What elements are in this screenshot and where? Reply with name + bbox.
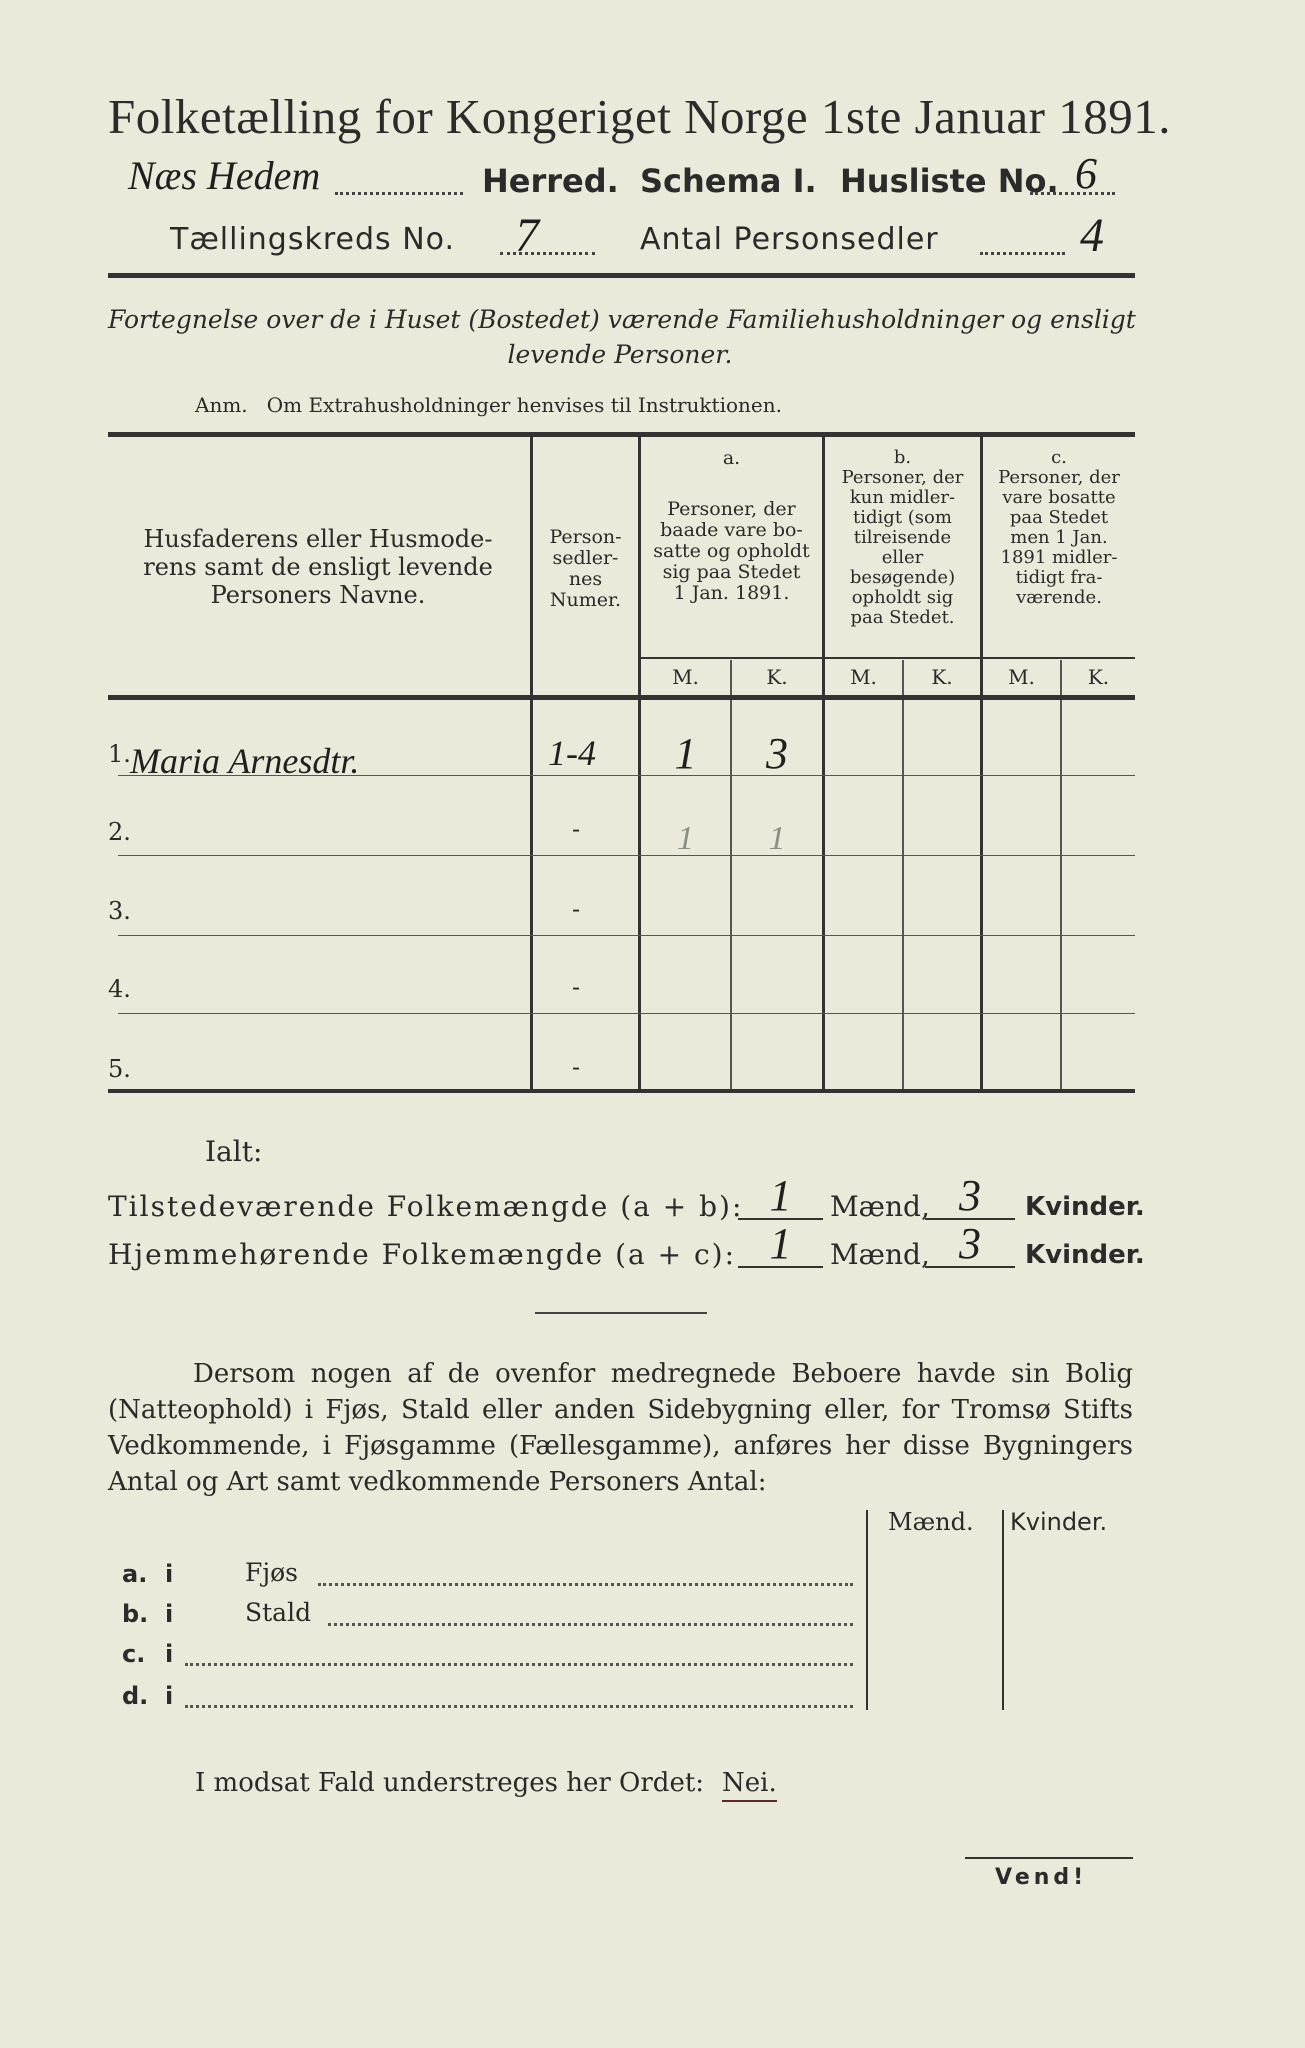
header-rule [108,273,1135,278]
ialt-label: Ialt: [205,1135,263,1168]
c-m-label: M. [1008,665,1035,689]
total-line2-k: 3 [959,1219,981,1268]
buildings-vline-2 [1002,1510,1004,1710]
buildings-kvinder-header: Kvinder. [1010,1508,1108,1536]
table-header-bottom-rule [108,695,1135,700]
col-header-name-line: Husfaderens eller Husmode- [143,525,493,553]
intro-line2: levende Personer. [507,340,733,369]
total-line2-label: Hjemmehørende Folkemængde (a + c): [108,1238,736,1271]
row-1-name: Maria Arnesdtr. [130,741,360,781]
modsat-text: I modsat Fald understreges her Ordet: [195,1768,705,1798]
total-line1-m: 1 [769,1171,792,1220]
row-1-num: 1. [108,740,131,768]
col-header-b-letter: b. [893,447,912,468]
col-header-name-line: Personers Navne. [210,581,426,609]
total-line2-kvinder: Kvinder. [1025,1240,1145,1270]
building-d-letter: d. [122,1682,149,1710]
row-4-num: 4. [108,975,131,1003]
col-header-b-line: besøgende) [849,567,956,588]
col-header-name [108,525,528,609]
row-2-numer: - [572,815,581,843]
row-5-num: 5. [108,1055,131,1083]
col-header-c [983,448,1135,608]
col-header-b-line: tidigt (som [853,507,952,528]
col-header-a-letter: a. [722,447,741,469]
mk-top-line [638,657,1135,659]
row-line-2 [118,855,1135,856]
col-header-b-line: tilreisende [853,527,952,548]
col-header-a [641,448,822,604]
col-header-c-line: Personer, der [998,467,1120,488]
herred-label: Herred. [482,162,619,200]
form-title: Folketælling for Kongeriget Norge 1ste Januar 1891. [108,89,1171,144]
building-a-dots [318,1583,853,1586]
row-line-4 [118,1013,1135,1014]
col-header-a-line: Personer, der [667,498,796,520]
col-header-a-line: 1 Jan. 1891. [673,582,790,604]
buildings-vline-1 [866,1510,868,1710]
a-m-label: M. [672,665,699,689]
buildings-paragraph: Dersom nogen af de ovenfor medregnede Beboere havde sin Bolig (Natteophold) i Fjøs, Stald eller anden Sidebygning eller, for Tromsø Stifts Vedkommende, i Fjøsgamme (Fællesgamme), anføres her disse Bygningers Antal og Art samt vedkommende Personers Antal: [108,1359,1133,1497]
row-3-numer: - [572,895,581,923]
table-bottom-rule [108,1089,1135,1093]
b-m-label: M. [850,665,877,689]
husliste-dotline [1030,192,1115,195]
total-line1-label: Tilstedeværende Folkemængde (a + b): [108,1190,744,1223]
col-header-b [825,448,980,628]
building-d-dots [185,1705,853,1708]
b-mk-divider [902,660,904,1090]
personsedler-label: Antal Personsedler [640,222,939,257]
a-k-label: K. [766,665,788,689]
col-header-b-line: opholdt sig [851,587,954,608]
row-3-num: 3. [108,897,131,925]
building-c-i: i [165,1640,174,1668]
col-header-b-line: Personer, der [841,467,964,488]
building-c-dots [185,1663,853,1666]
building-b-label: Stald [245,1598,312,1627]
row-5-numer: - [572,1053,581,1081]
husliste-label: Husliste No. [840,162,1059,200]
section-divider [535,1312,707,1314]
schema-label: Schema I. [640,162,817,200]
building-a-i: i [165,1560,174,1588]
col-header-a-line: satte og opholdt [653,540,810,562]
col-header-name-line [108,553,528,581]
building-b-dots [328,1623,853,1626]
col-header-b-line: eller [881,547,924,568]
row-2-extra-m: 1 [677,820,694,857]
col-header-c-line: værende. [1016,587,1102,608]
col-header-a-line: sig paa Stedet [662,561,801,583]
col-header-num-line: nes [568,568,603,590]
col-header-c-line: men 1 Jan. [1010,527,1108,548]
building-b-i: i [165,1600,174,1628]
row-2-extra-k: 1 [768,820,786,857]
herred-value: Næs Hedem [128,153,321,198]
row-line-3 [118,935,1135,936]
row-2-num: 2. [108,818,131,846]
row-4-numer: - [572,973,581,1001]
col-header-c-line: 1891 midler- [1000,547,1118,568]
b-k-label: K. [931,665,953,689]
kreds-value: 7 [515,209,539,262]
building-a-label: Fjøs [245,1558,298,1587]
col-header-name-text: rens samt de ensligt levende [143,553,493,581]
col-header-c-line: vare bosatte [1002,487,1116,508]
total-line1-maend: Mænd, [830,1190,930,1223]
building-b-letter: b. [122,1600,149,1628]
col-header-c-letter: c. [1051,447,1067,468]
col-header-b-line: paa Stedet. [850,607,955,628]
row-1-numer: 1-4 [548,733,596,773]
building-a-letter: a. [122,1560,148,1588]
total-line2-m: 1 [769,1219,792,1268]
col-header-num-line: Person- [549,526,622,548]
col-header-c-line: tidigt fra- [1015,567,1103,588]
anm-note: Anm. Om Extrahusholdninger henvises til Instruktionen. [195,393,782,417]
total-line2-maend: Mænd, [830,1238,930,1271]
herred-dotline [335,192,463,195]
col-header-num-line: Numer. [549,589,622,611]
husliste-value: 6 [1075,149,1097,198]
col-header-num [533,527,638,611]
total-line1-k: 3 [959,1171,981,1220]
col-header-num-line: sedler- [552,547,619,569]
vend-rule [965,1857,1133,1859]
building-c-letter: c. [122,1640,146,1668]
intro-line1: Fortegnelse over de i Huset (Bostedet) værende Familiehusholdninger og ensligt [108,305,1136,334]
col-header-a-line: baade vare bo- [660,519,803,541]
a-mk-divider [730,660,732,1090]
c-k-label: K. [1087,665,1110,689]
col-header-b-line: kun midler- [849,487,956,508]
buildings-maend-header: Mænd. [888,1508,974,1536]
total-line1-kvinder: Kvinder. [1025,1192,1145,1222]
row-1-a-m: 1 [674,729,697,778]
c-mk-divider [1060,660,1062,1090]
col-header-c-line: paa Stedet [1009,507,1109,528]
vend-label: Vend! [995,1865,1088,1890]
kreds-label: Tællingskreds No. [170,222,455,257]
nei-word: Nei. [722,1768,777,1802]
row-1-a-k: 3 [766,729,788,778]
personsedler-value: 4 [1080,209,1104,262]
personsedler-dotline [980,252,1065,255]
building-d-i: i [165,1682,174,1710]
